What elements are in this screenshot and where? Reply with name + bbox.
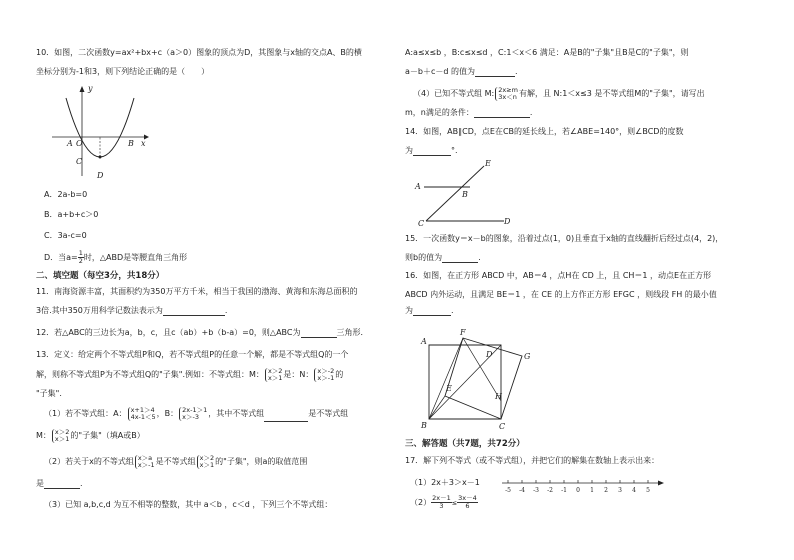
label-f: F <box>460 328 466 337</box>
q12: 12．若△ABC的三边长为a，b，c，且c（ab）+b（b-a）=0，则△ABC为 三角形． <box>36 328 369 337</box>
q13-part1-line2: M： x＞2 x＞1的"子集"（填A或B） <box>36 427 145 443</box>
q13-part4-line2: m，n满足的条件： . <box>405 108 533 117</box>
label-y: y <box>88 84 93 93</box>
frac-half: $\frac{1}{2}$ <box>78 249 83 265</box>
q10-line2: 坐标分别为-1和3，则下列结论正确的是（ ） <box>36 67 210 76</box>
q17-part1: （1）2x＋3＞x－1 <box>410 478 480 487</box>
q17: 17．解下列不等式（或不等式组），并把它们的解集在数轴上表示出来： <box>405 456 660 465</box>
q13-part3: （3）已知 a,b,c,d 为互不相等的整数，其中 a＜b ，c＜d ，下列三个不等式组： <box>44 500 333 509</box>
section-2-heading: 二、填空题（每空3分，共18分） <box>36 271 165 281</box>
label-d: D <box>486 350 493 359</box>
q13-line3: "子集". <box>36 389 62 398</box>
q15-line1: 15．一次函数y＝x－b的图象，沿着过点(1，0)且垂直于x轴的直线翻折后经过点(4，2)， <box>405 234 724 243</box>
tick-label-1: 1 <box>590 487 594 494</box>
label-d: D <box>97 171 104 180</box>
q13-line1: 13．定义：给定两个不等式组P和Q，若不等式组P的任意一个解，都是不等式组Q的一个 <box>36 350 349 359</box>
option-c: C．3a-c=0 <box>44 231 87 240</box>
option-a: A．2a-b=0 <box>44 190 88 199</box>
q13-part2: （2）若关于x的不等式组 x＞a x＞-1是不等式组 x＞2 x＞1的"子集"，则a的取值范围 <box>44 453 308 469</box>
q13-cont-line1: A:a≤x≤b ，B:c≤x≤d ，C:1＜x＜6 满足：A是B的"子集"且B是C的"子集"，则 <box>405 48 689 57</box>
q14-line1: 14．如图，AB∥CD，点E在CB的延长线上，若∠ABE=140°，则∠BCD的度数 <box>405 127 684 136</box>
tick-label-3: 3 <box>618 487 622 494</box>
frac-1: $\frac{2x-1}{3}$ <box>432 494 451 510</box>
system-a: x+1＞4 4x-1＜5 <box>128 407 156 421</box>
label-b: B <box>421 421 427 430</box>
q15-line2: 则b的值为 . <box>405 253 481 262</box>
line-ce <box>426 166 484 221</box>
answer-blank <box>264 413 308 422</box>
q16-line2: ABCD 内外运动，且满足 BE＝1 ，在 CE 的上方作正方形 EFGC ，则线段 FH 的最小值 <box>405 290 717 299</box>
system-m: x＞2 x＞1 <box>265 368 282 382</box>
tick-label--5: -5 <box>505 487 511 494</box>
label-a: A <box>415 182 421 191</box>
label-x: x <box>141 139 146 148</box>
label-g: G <box>524 352 531 361</box>
frac-2: $\frac{3x-4}{6}$ <box>458 494 477 510</box>
answer-blank <box>413 147 451 156</box>
q13-cont-line2: a－b＋c－d 的值为 . <box>405 67 518 76</box>
answer-blank <box>442 254 478 263</box>
label-b: B <box>462 190 468 199</box>
label-a: A <box>421 337 427 346</box>
number-line <box>500 474 670 494</box>
answer-blank <box>474 109 530 118</box>
q16-line1: 16．如图，在正方形 ABCD 中，AB＝4 ，点H在 CD 上，且 CH＝1 ，动点E在正方形 <box>405 271 712 280</box>
label-e: E <box>485 159 491 168</box>
q17-part2: （2） $\frac{2x-1}{3}$ ≤ $\frac{3x-4}{6}$ <box>410 494 477 510</box>
label-c: C <box>499 422 506 431</box>
label-d: D <box>504 217 511 226</box>
parallel-lines-figure <box>412 158 522 228</box>
system-m4: 2x≥m 3x＜n <box>495 87 518 101</box>
q13-line2: 解，则称不等式组P为不等式组Q的"子集".例如：不等式组：M： x＞2 x＞1是：N： x＞-2 x＞-1的 <box>36 366 344 382</box>
tick-label-2: 2 <box>604 487 608 494</box>
line-bf <box>429 338 463 419</box>
answer-blank <box>163 307 225 316</box>
label-c: C <box>418 219 425 228</box>
parabola-figure <box>52 84 152 184</box>
system-n: x＞-2 x＞-1 <box>314 368 334 382</box>
q13-part4: （4）已知不等式组 M: 2x≥m 3x＜n 有解，且 N:1＜x≤3 是不等式组M的"子集"，请写出 <box>413 85 705 101</box>
tick-label--3: -3 <box>533 487 539 494</box>
option-b: B．a+b+c＞0 <box>44 210 99 219</box>
option-d: D．当a= $\frac{1}{2}$ 时，△ABD是等腰直角三角形 <box>44 249 188 265</box>
tick-label--1: -1 <box>561 487 567 494</box>
tick-label-0: 0 <box>576 487 580 494</box>
q13-part1: （1）若不等式组：A： x+1＞4 4x-1＜5，B： 2x-1＞1 x＞-3 ，其中不等式组 是不等式组 <box>44 405 349 421</box>
label-e: E <box>446 384 452 393</box>
tick-label-5: 5 <box>646 487 650 494</box>
q14-line2: 为 °. <box>405 146 458 155</box>
answer-blank <box>413 307 451 316</box>
tick-label--2: -2 <box>547 487 553 494</box>
label-c: C <box>76 157 83 166</box>
q11-line1: 11．南海资源丰富，其面积约为350万平方千米，相当于我国的渤海、黄海和东海总面积的 <box>36 287 358 296</box>
section-3-heading: 三、解答题（共7题，共72分） <box>405 439 525 449</box>
q13-part2-line2: 是 . <box>36 479 83 488</box>
label-h: H <box>495 392 502 401</box>
system-t: x＞2 x＞1 <box>197 455 214 469</box>
label-a: A <box>67 139 73 148</box>
system-s: x＞a x＞-1 <box>135 455 155 469</box>
label-b: B <box>128 139 134 148</box>
system-m2: x＞2 x＞1 <box>52 429 69 443</box>
square-figure <box>415 326 545 432</box>
system-b: 2x-1＞1 x＞-3 <box>179 407 207 421</box>
q11-line2: 3倍.其中350万用科学记数法表示为 . <box>36 306 228 315</box>
square-efgc <box>445 338 522 419</box>
q16-line3: 为 . <box>405 306 454 315</box>
q10-line1: 10．如图，二次函数y=ax²+bx+c（a＞0）图象的顶点为D，其图象与x轴的交点A、B的横 <box>36 48 362 57</box>
answer-blank <box>301 329 337 338</box>
answer-blank <box>475 68 515 77</box>
answer-blank <box>44 480 80 489</box>
label-o: O <box>76 139 83 148</box>
vertex-d <box>99 156 102 159</box>
tick-label--4: -4 <box>519 487 525 494</box>
tick-label-4: 4 <box>632 487 636 494</box>
